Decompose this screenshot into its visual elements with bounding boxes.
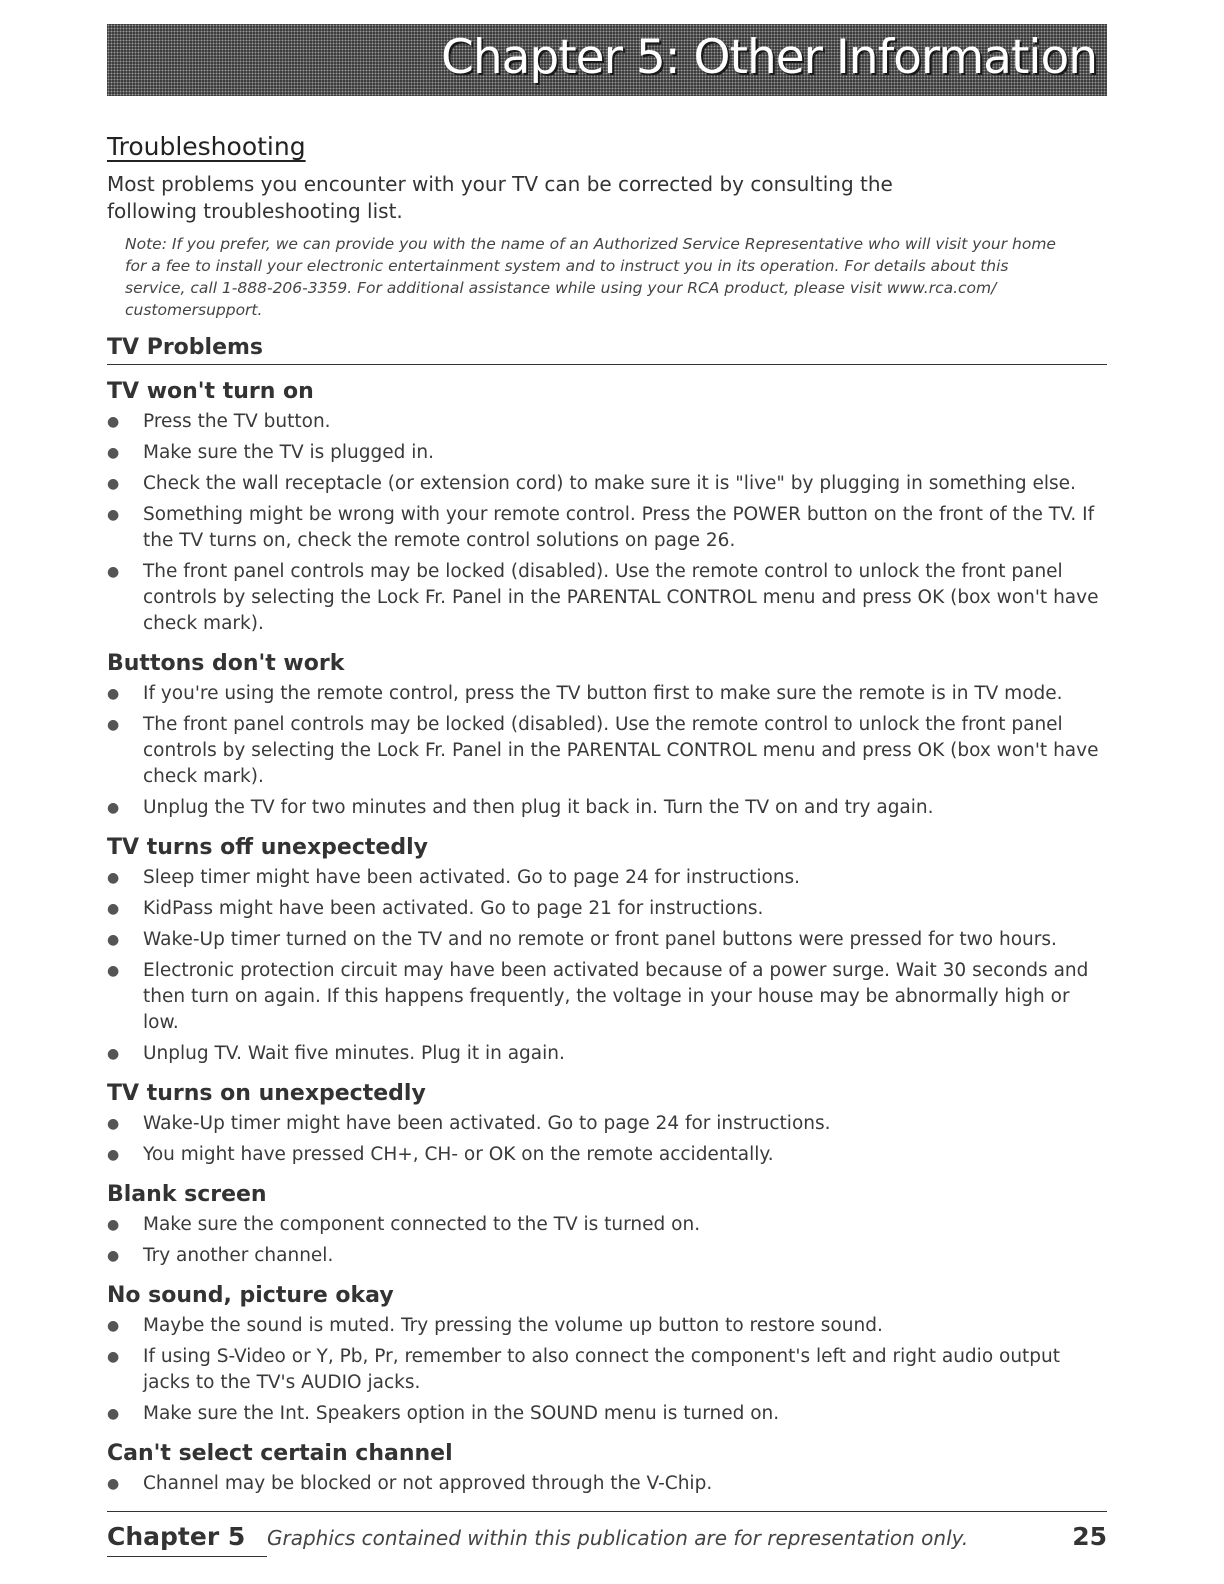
bullet-icon: ● [107, 800, 120, 816]
list-item-text: Unplug the TV for two minutes and then plug it back in. Turn the TV on and try again. [143, 797, 934, 818]
footer-caption: Graphics contained within this publication are for representation only. [267, 1526, 969, 1550]
bullet-icon: ● [107, 1217, 120, 1233]
problem-list [107, 379, 1107, 1497]
list-item-text: You might have pressed CH+, CH- or OK on the remote accidentally. [143, 1144, 774, 1165]
list-item-text: Press the TV button. [143, 411, 331, 432]
list-item-text: If using S-Video or Y, Pb, Pr, remember to also connect the component's left and right audio output jacks to the TV's AUDIO jacks. [143, 1346, 1061, 1393]
chapter-banner [107, 24, 1107, 96]
list-item [107, 471, 1107, 497]
list-item-text: Electronic protection circuit may have been activated because of a power surge. Wait 30 seconds and then turn on again. If this happens frequently, the voltage in your house may be abnormally high or low. [143, 960, 1089, 1033]
problem-section [107, 1441, 1107, 1497]
list-item-text: KidPass might have been activated. Go to page 21 for instructions. [143, 898, 764, 919]
list-item [107, 559, 1107, 637]
page-footer [107, 1511, 1107, 1556]
list-item [107, 1313, 1107, 1339]
troubleshooting-intro: Most problems you encounter with your TV can be corrected by consulting the following troubleshooting list. [107, 172, 893, 223]
service-note: Note: If you prefer, we can provide you with the name of an Authorized Service Representative who will visit your home for a fee to install your electronic entertainment system and to instruct you in its operation. For details about this service, call 1-888-206-3359. For additional assistance while using your RCA product, please visit www.rca.com/ customersupport. [125, 235, 1056, 319]
list-item [107, 1111, 1107, 1137]
list-item-text: Something might be wrong with your remote control. Press the POWER button on the front of the TV. If the TV turns on, check the remote control solutions on page 26. [143, 504, 1095, 551]
list-item-text: If you're using the remote control, press the TV button first to make sure the remote is in TV mode. [143, 683, 1063, 704]
problem-title: TV turns on unexpectedly [107, 1081, 426, 1106]
list-item [107, 795, 1107, 821]
list-item [107, 502, 1107, 554]
list-item-text: Maybe the sound is muted. Try pressing the volume up button to restore sound. [143, 1315, 883, 1336]
bullet-icon: ● [107, 901, 120, 917]
bullet-icon: ● [107, 507, 120, 523]
list-item [107, 1471, 1107, 1497]
bullet-icon: ● [107, 1476, 120, 1492]
list-item-text: Make sure the TV is plugged in. [143, 442, 435, 463]
bullet-icon: ● [107, 686, 120, 702]
solution-list [107, 1111, 1107, 1168]
list-item [107, 1041, 1107, 1067]
list-item [107, 1344, 1107, 1396]
list-item [107, 865, 1107, 891]
problem-section [107, 651, 1107, 821]
list-item [107, 1401, 1107, 1427]
solution-list [107, 1471, 1107, 1497]
problem-section [107, 1283, 1107, 1427]
problem-title: No sound, picture okay [107, 1283, 394, 1308]
bullet-icon: ● [107, 870, 120, 886]
list-item [107, 681, 1107, 707]
page [107, 24, 1107, 1497]
chapter-title: Chapter 5: Other Information [441, 30, 1097, 85]
list-item-text: Make sure the component connected to the TV is turned on. [143, 1214, 701, 1235]
problem-title: TV turns off unexpectedly [107, 835, 428, 860]
list-item [107, 712, 1107, 790]
list-item-text: Make sure the Int. Speakers option in the SOUND menu is turned on. [143, 1403, 780, 1424]
problem-section [107, 1081, 1107, 1168]
bullet-icon: ● [107, 1349, 120, 1365]
bullet-icon: ● [107, 445, 120, 461]
problem-title: Blank screen [107, 1182, 267, 1207]
bullet-icon: ● [107, 932, 120, 948]
bullet-icon: ● [107, 414, 120, 430]
bullet-icon: ● [107, 1116, 120, 1132]
problem-section [107, 1182, 1107, 1269]
list-item [107, 927, 1107, 953]
list-item [107, 958, 1107, 1036]
list-item-text: Unplug TV. Wait five minutes. Plug it in again. [143, 1043, 565, 1064]
problem-title: Buttons don't work [107, 651, 345, 676]
bullet-icon: ● [107, 963, 120, 979]
list-item [107, 1212, 1107, 1238]
page-number: 25 [1072, 1522, 1107, 1551]
list-item-text: The front panel controls may be locked (disabled). Use the remote control to unlock the front panel controls by selecting the Lock Fr. Panel in the PARENTAL CONTROL menu and press OK (box won't have check mark). [143, 714, 1099, 787]
solution-list [107, 865, 1107, 1067]
list-item-text: Check the wall receptacle (or extension cord) to make sure it is "live" by plugging in something else. [143, 473, 1076, 494]
list-item [107, 440, 1107, 466]
bullet-icon: ● [107, 717, 120, 733]
problem-title: TV won't turn on [107, 379, 314, 404]
problem-title: Can't select certain channel [107, 1441, 453, 1466]
bullet-icon: ● [107, 564, 120, 580]
list-item-text: Wake-Up timer might have been activated. Go to page 24 for instructions. [143, 1113, 831, 1134]
list-item [107, 1243, 1107, 1269]
list-item-text: Sleep timer might have been activated. Go to page 24 for instructions. [143, 867, 801, 888]
list-item-text: Wake-Up timer turned on the TV and no remote or front panel buttons were pressed for two hours. [143, 929, 1057, 950]
list-item-text: Channel may be blocked or not approved through the V-Chip. [143, 1473, 713, 1494]
list-item-text: The front panel controls may be locked (disabled). Use the remote control to unlock the front panel controls by selecting the Lock Fr. Panel in the PARENTAL CONTROL menu and press OK (box won't have check mark). [143, 561, 1099, 634]
bullet-icon: ● [107, 1318, 120, 1334]
solution-list [107, 681, 1107, 821]
list-item [107, 409, 1107, 435]
troubleshooting-title: Troubleshooting [107, 132, 306, 161]
bullet-icon: ● [107, 476, 120, 492]
solution-list [107, 1313, 1107, 1427]
tv-problems-title: TV Problems [107, 335, 1107, 365]
footer-chapter-label: Chapter 5 [107, 1522, 246, 1551]
list-item-text: Try another channel. [143, 1245, 334, 1266]
bullet-icon: ● [107, 1147, 120, 1163]
bullet-icon: ● [107, 1046, 120, 1062]
bullet-icon: ● [107, 1248, 120, 1264]
footer-divider [107, 1556, 267, 1557]
problem-section [107, 379, 1107, 637]
bullet-icon: ● [107, 1406, 120, 1422]
list-item [107, 1142, 1107, 1168]
solution-list [107, 1212, 1107, 1269]
solution-list [107, 409, 1107, 637]
problem-section [107, 835, 1107, 1067]
list-item [107, 896, 1107, 922]
